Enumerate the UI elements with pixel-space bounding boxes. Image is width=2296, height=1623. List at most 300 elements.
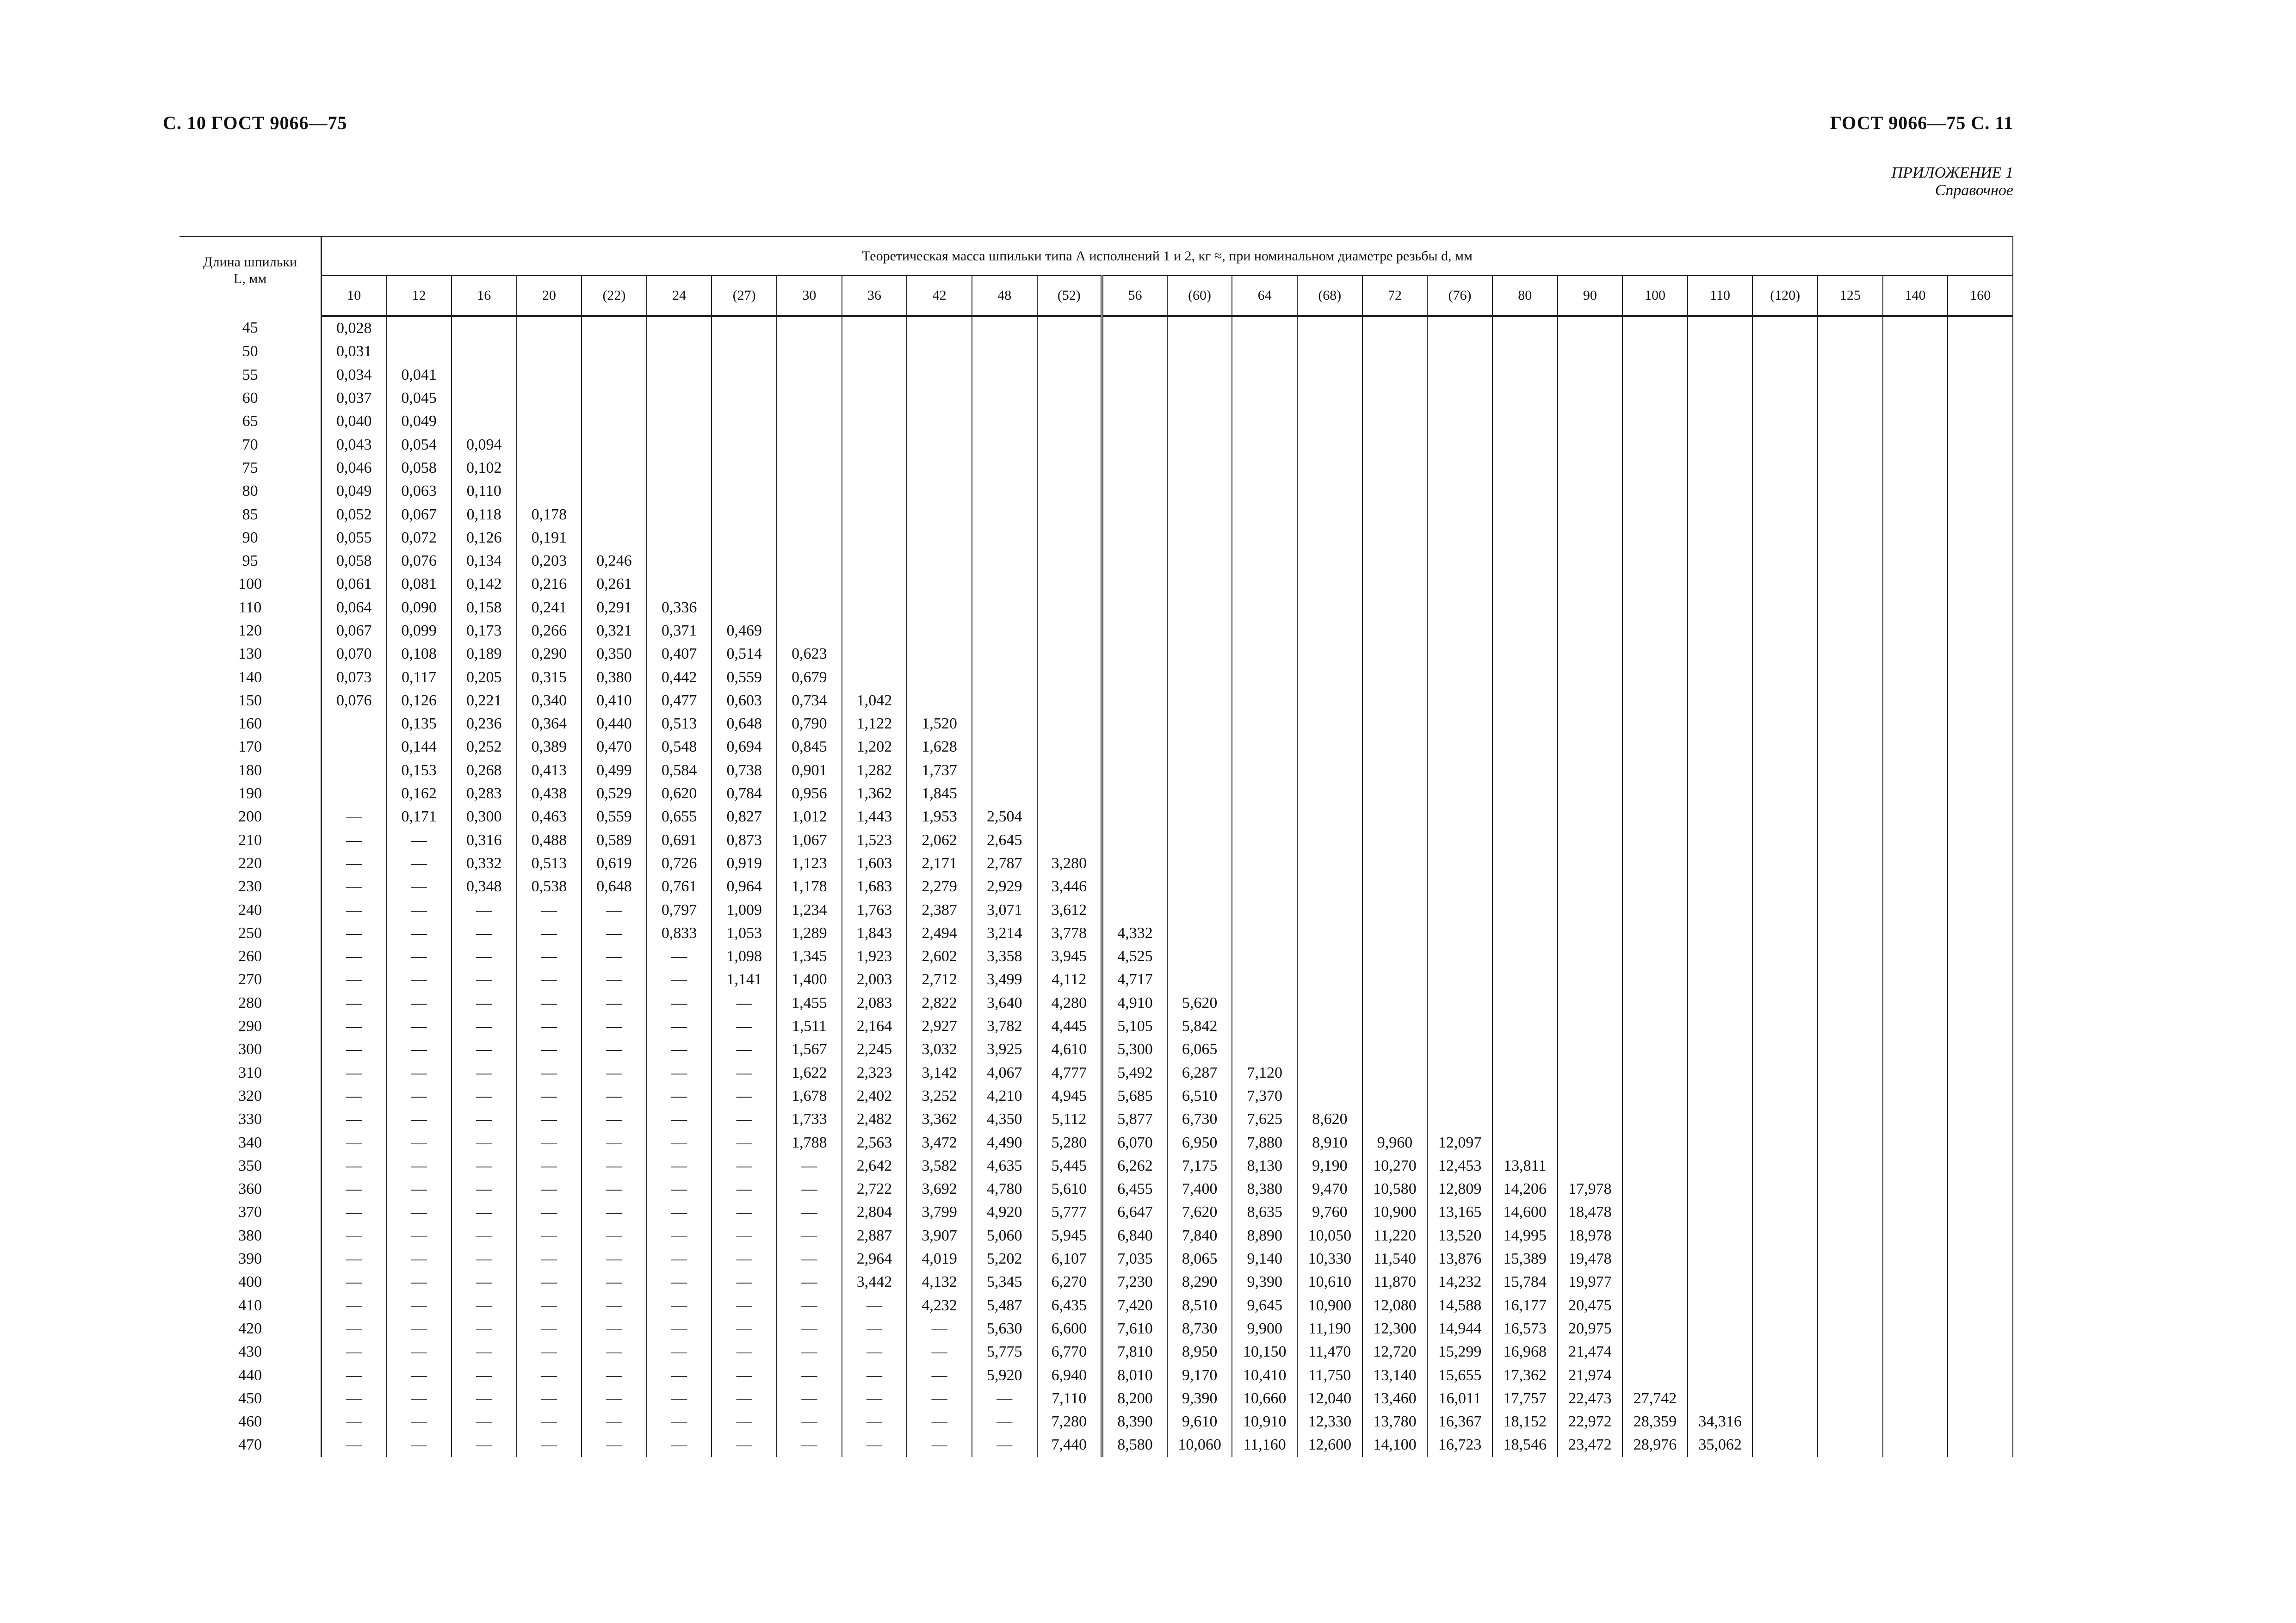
mass-cell — [907, 642, 972, 666]
mass-cell: 1,845 — [907, 782, 972, 805]
mass-cell — [712, 340, 777, 363]
mass-cell: — — [322, 1387, 387, 1410]
mass-cell — [1427, 433, 1492, 456]
mass-cell — [1297, 735, 1362, 759]
mass-cell: — — [517, 1038, 582, 1061]
mass-cell — [1948, 782, 2013, 805]
mass-cell — [777, 410, 842, 433]
mass-cell: — — [842, 1433, 907, 1456]
mass-cell — [907, 526, 972, 549]
mass-cell — [1883, 992, 1948, 1015]
mass-cell — [647, 457, 712, 480]
mass-cell — [1948, 1038, 2013, 1061]
length-cell: 60 — [179, 387, 322, 410]
mass-cell: — — [582, 1108, 647, 1131]
diameter-header: 72 — [1362, 276, 1428, 316]
mass-cell — [1883, 1340, 1948, 1364]
mass-cell — [1622, 549, 1688, 573]
length-cell: 350 — [179, 1154, 322, 1178]
mass-cell: — — [452, 1271, 517, 1294]
mass-cell — [1037, 480, 1102, 503]
mass-cell: 6,840 — [1102, 1224, 1167, 1247]
mass-cell: 1,953 — [907, 805, 972, 828]
length-cell: 140 — [179, 666, 322, 689]
mass-cell — [1297, 573, 1362, 596]
mass-cell — [1492, 735, 1558, 759]
mass-cell: — — [386, 1131, 452, 1154]
mass-cell — [1818, 433, 1883, 456]
mass-cell: 12,097 — [1427, 1131, 1492, 1154]
mass-cell — [1622, 898, 1688, 921]
mass-cell: 0,052 — [322, 503, 387, 526]
mass-cell — [1037, 526, 1102, 549]
annex-subtitle: Справочное — [1935, 182, 2013, 199]
mass-cell — [1297, 829, 1362, 852]
mass-cell: 1,067 — [777, 829, 842, 852]
mass-cell — [1752, 712, 1818, 735]
mass-cell — [1948, 1108, 2013, 1131]
mass-cell — [1492, 642, 1558, 666]
mass-cell: 0,784 — [712, 782, 777, 805]
mass-cell — [1948, 1387, 2013, 1410]
mass-cell — [842, 364, 907, 387]
mass-cell — [972, 457, 1037, 480]
mass-cell: 20,975 — [1558, 1317, 1623, 1340]
mass-cell: — — [386, 1410, 452, 1433]
mass-cell: 1,289 — [777, 922, 842, 945]
mass-cell — [1558, 1108, 1623, 1131]
mass-cell: 9,610 — [1167, 1410, 1232, 1433]
mass-cell: 2,887 — [842, 1224, 907, 1247]
mass-cell — [1427, 898, 1492, 921]
mass-cell — [1688, 410, 1753, 433]
mass-cell: — — [386, 1433, 452, 1456]
mass-cell: 0,142 — [452, 573, 517, 596]
mass-cell — [582, 433, 647, 456]
mass-cell: 16,011 — [1427, 1387, 1492, 1410]
mass-cell: 3,214 — [972, 922, 1037, 945]
mass-cell — [1883, 1433, 1948, 1456]
mass-cell — [1558, 875, 1623, 898]
mass-cell — [1622, 1178, 1688, 1201]
mass-cell — [842, 526, 907, 549]
mass-cell — [1883, 1178, 1948, 1201]
mass-cell — [1883, 1131, 1948, 1154]
mass-cell: 0,648 — [582, 875, 647, 898]
mass-cell: 2,171 — [907, 852, 972, 875]
mass-cell — [1427, 992, 1492, 1015]
mass-cell: 2,504 — [972, 805, 1037, 828]
mass-cell: 16,367 — [1427, 1410, 1492, 1433]
mass-cell: 6,287 — [1167, 1061, 1232, 1085]
mass-cell: — — [712, 1340, 777, 1364]
mass-cell — [1818, 1131, 1883, 1154]
mass-cell: — — [582, 1364, 647, 1387]
mass-cell — [1688, 433, 1753, 456]
mass-cell — [1622, 968, 1688, 991]
mass-cell — [647, 480, 712, 503]
length-cell: 160 — [179, 712, 322, 735]
mass-cell: 16,968 — [1492, 1340, 1558, 1364]
mass-cell — [1232, 410, 1297, 433]
mass-cell — [1688, 759, 1753, 782]
table-row — [179, 549, 2013, 573]
mass-cell: — — [322, 1247, 387, 1271]
mass-cell — [972, 316, 1037, 340]
mass-cell: 0,336 — [647, 596, 712, 619]
mass-cell — [1492, 805, 1558, 828]
mass-cell — [647, 503, 712, 526]
mass-cell — [1427, 526, 1492, 549]
mass-cell: 0,694 — [712, 735, 777, 759]
mass-cell: 0,797 — [647, 898, 712, 921]
mass-cell — [1492, 1108, 1558, 1131]
mass-cell: — — [322, 992, 387, 1015]
table-row — [179, 1178, 2013, 1201]
mass-cell — [1622, 829, 1688, 852]
mass-cell — [1752, 689, 1818, 712]
mass-cell — [1297, 619, 1362, 642]
mass-cell: 0,099 — [386, 619, 452, 642]
mass-cell — [1622, 992, 1688, 1015]
mass-cell: 14,206 — [1492, 1178, 1558, 1201]
mass-cell — [1037, 759, 1102, 782]
mass-cell: 3,252 — [907, 1085, 972, 1108]
mass-cell: — — [517, 1201, 582, 1224]
mass-cell: 35,062 — [1688, 1433, 1753, 1456]
mass-cell: 2,645 — [972, 829, 1037, 852]
mass-cell: 2,003 — [842, 968, 907, 991]
mass-cell — [1948, 457, 2013, 480]
mass-cell — [1688, 387, 1753, 410]
mass-cell — [1752, 1271, 1818, 1294]
mass-cell — [1297, 457, 1362, 480]
mass-cell: — — [647, 968, 712, 991]
mass-cell: — — [712, 1015, 777, 1038]
table-row — [179, 1317, 2013, 1340]
mass-cell: — — [907, 1340, 972, 1364]
mass-cell: 6,107 — [1037, 1247, 1102, 1271]
mass-cell — [1752, 503, 1818, 526]
mass-cell — [1102, 689, 1167, 712]
mass-cell — [1232, 316, 1297, 340]
mass-cell — [1558, 596, 1623, 619]
mass-cell — [1818, 1061, 1883, 1085]
mass-cell: 8,390 — [1102, 1410, 1167, 1433]
mass-cell — [1232, 1015, 1297, 1038]
mass-cell — [1492, 503, 1558, 526]
mass-cell — [1558, 619, 1623, 642]
mass-cell — [1688, 782, 1753, 805]
mass-cell: 6,435 — [1037, 1294, 1102, 1317]
mass-cell — [1037, 782, 1102, 805]
mass-cell: 12,330 — [1297, 1410, 1362, 1433]
mass-cell — [1492, 782, 1558, 805]
mass-cell — [1362, 573, 1428, 596]
mass-cell: — — [647, 1294, 712, 1317]
mass-cell: — — [582, 1294, 647, 1317]
mass-cell — [1297, 875, 1362, 898]
mass-cell: — — [452, 1410, 517, 1433]
mass-cell — [1558, 526, 1623, 549]
mass-cell: 4,777 — [1037, 1061, 1102, 1085]
mass-cell: — — [777, 1271, 842, 1294]
mass-cell: 0,067 — [386, 503, 452, 526]
mass-cell — [842, 410, 907, 433]
mass-cell — [1752, 945, 1818, 968]
mass-cell — [1558, 992, 1623, 1015]
mass-cell: 3,142 — [907, 1061, 972, 1085]
mass-cell — [1883, 316, 1948, 340]
diameter-header: (68) — [1297, 276, 1362, 316]
mass-cell: — — [452, 1085, 517, 1108]
mass-cell: — — [322, 922, 387, 945]
mass-cell: 0,559 — [582, 805, 647, 828]
mass-cell: — — [322, 1294, 387, 1317]
mass-cell: — — [386, 922, 452, 945]
table-row — [179, 573, 2013, 596]
mass-cell — [972, 433, 1037, 456]
mass-cell: 0,499 — [582, 759, 647, 782]
mass-cell — [1818, 316, 1883, 340]
mass-cell — [1883, 503, 1948, 526]
mass-cell: 0,315 — [517, 666, 582, 689]
mass-cell — [1427, 340, 1492, 363]
mass-cell: — — [322, 1108, 387, 1131]
length-cell: 100 — [179, 573, 322, 596]
mass-cell — [1883, 666, 1948, 689]
mass-cell — [1948, 1433, 2013, 1456]
mass-cell — [1622, 526, 1688, 549]
mass-cell: 0,205 — [452, 666, 517, 689]
mass-cell — [1883, 945, 1948, 968]
mass-cell: 19,977 — [1558, 1271, 1623, 1294]
mass-cell: 5,775 — [972, 1340, 1037, 1364]
mass-cell: — — [582, 1224, 647, 1247]
mass-cell: 0,442 — [647, 666, 712, 689]
mass-cell — [712, 526, 777, 549]
mass-cell: — — [647, 1247, 712, 1271]
length-cell: 410 — [179, 1294, 322, 1317]
mass-cell — [1102, 480, 1167, 503]
mass-cell: 7,810 — [1102, 1340, 1167, 1364]
mass-cell: — — [517, 1433, 582, 1456]
mass-cell — [1818, 759, 1883, 782]
mass-cell — [1102, 875, 1167, 898]
mass-cell — [1818, 666, 1883, 689]
mass-cell: 1,455 — [777, 992, 842, 1015]
table-row — [179, 1061, 2013, 1085]
table-caption: Теоретическая масса шпильки типа А исполнений 1 и 2, кг ≈, при номинальном диаметре резьбы d, мм — [322, 237, 2013, 276]
mass-cell — [842, 596, 907, 619]
mass-cell — [1297, 852, 1362, 875]
mass-cell: 1,628 — [907, 735, 972, 759]
mass-cell — [777, 549, 842, 573]
mass-cell — [1752, 1015, 1818, 1038]
mass-cell — [1558, 968, 1623, 991]
mass-cell: — — [386, 1294, 452, 1317]
length-cell: 55 — [179, 364, 322, 387]
mass-cell — [1818, 387, 1883, 410]
mass-cell — [1167, 549, 1232, 573]
mass-cell — [1558, 735, 1623, 759]
table-row — [179, 1247, 2013, 1271]
mass-cell: 0,058 — [322, 549, 387, 573]
mass-cell — [842, 619, 907, 642]
mass-cell: 3,925 — [972, 1038, 1037, 1061]
mass-cell — [972, 596, 1037, 619]
mass-cell: — — [452, 898, 517, 921]
mass-cell: — — [517, 1247, 582, 1271]
mass-cell: — — [322, 875, 387, 898]
mass-cell — [1622, 1015, 1688, 1038]
mass-cell — [1167, 573, 1232, 596]
mass-cell: 17,362 — [1492, 1364, 1558, 1387]
table-row — [179, 619, 2013, 642]
length-cell: 310 — [179, 1061, 322, 1085]
mass-cell: — — [322, 1271, 387, 1294]
mass-cell: — — [322, 968, 387, 991]
mass-cell: — — [582, 1178, 647, 1201]
length-cell: 400 — [179, 1271, 322, 1294]
mass-cell: 12,600 — [1297, 1433, 1362, 1456]
mass-cell — [1558, 759, 1623, 782]
mass-cell: 0,037 — [322, 387, 387, 410]
mass-cell: 4,210 — [972, 1085, 1037, 1108]
mass-cell: 0,189 — [452, 642, 517, 666]
mass-cell — [1427, 759, 1492, 782]
mass-cell: 2,482 — [842, 1108, 907, 1131]
mass-cell: — — [322, 898, 387, 921]
mass-cell — [1622, 573, 1688, 596]
mass-cell: — — [386, 945, 452, 968]
length-cell: 380 — [179, 1224, 322, 1247]
mass-cell — [1167, 480, 1232, 503]
mass-cell: 0,054 — [386, 433, 452, 456]
mass-cell — [1232, 1038, 1297, 1061]
mass-cell — [1297, 759, 1362, 782]
diameter-header: 125 — [1818, 276, 1883, 316]
mass-cell — [1883, 1410, 1948, 1433]
mass-cell — [1818, 1201, 1883, 1224]
mass-cell: 5,345 — [972, 1271, 1037, 1294]
mass-cell: 3,362 — [907, 1108, 972, 1131]
mass-cell — [1558, 1061, 1623, 1085]
mass-cell — [972, 619, 1037, 642]
mass-cell — [1492, 316, 1558, 340]
table-row — [179, 852, 2013, 875]
mass-cell — [1362, 735, 1428, 759]
mass-cell — [1362, 1015, 1428, 1038]
mass-cell: — — [582, 1201, 647, 1224]
page-header-left: С. 10 ГОСТ 9066—75 — [163, 112, 347, 133]
mass-cell — [582, 364, 647, 387]
mass-cell — [1362, 945, 1428, 968]
mass-cell: 1,178 — [777, 875, 842, 898]
mass-cell: — — [647, 1015, 712, 1038]
mass-cell — [1622, 852, 1688, 875]
mass-cell: — — [322, 1364, 387, 1387]
mass-cell — [1427, 782, 1492, 805]
mass-cell — [1037, 433, 1102, 456]
mass-cell: 4,280 — [1037, 992, 1102, 1015]
mass-cell — [1297, 1085, 1362, 1108]
table-row — [179, 968, 2013, 991]
mass-cell: — — [647, 1061, 712, 1085]
mass-cell: — — [777, 1340, 842, 1364]
mass-cell: 0,655 — [647, 805, 712, 828]
mass-cell: — — [452, 1340, 517, 1364]
mass-cell — [1492, 1085, 1558, 1108]
mass-cell: 14,588 — [1427, 1294, 1492, 1317]
mass-cell — [1688, 1131, 1753, 1154]
mass-cell — [1558, 922, 1623, 945]
mass-cell — [1558, 480, 1623, 503]
table-row — [179, 316, 2013, 340]
mass-cell — [1688, 735, 1753, 759]
mass-cell: — — [647, 1038, 712, 1061]
mass-cell: — — [452, 1038, 517, 1061]
mass-cell — [842, 573, 907, 596]
mass-cell: 11,870 — [1362, 1271, 1428, 1294]
mass-cell — [1622, 875, 1688, 898]
mass-cell — [1102, 666, 1167, 689]
mass-cell: — — [452, 1108, 517, 1131]
mass-cell — [1948, 480, 2013, 503]
mass-cell — [1297, 387, 1362, 410]
mass-cell: — — [517, 992, 582, 1015]
mass-cell — [712, 480, 777, 503]
mass-cell: 7,620 — [1167, 1201, 1232, 1224]
mass-cell — [1883, 526, 1948, 549]
mass-cell — [1818, 1410, 1883, 1433]
mass-cell: 0,790 — [777, 712, 842, 735]
mass-cell: 1,622 — [777, 1061, 842, 1085]
mass-cell — [1558, 666, 1623, 689]
mass-cell — [1362, 1085, 1428, 1108]
mass-cell: 13,520 — [1427, 1224, 1492, 1247]
mass-cell: — — [777, 1387, 842, 1410]
mass-cell: — — [907, 1364, 972, 1387]
mass-cell: 0,067 — [322, 619, 387, 642]
mass-cell: 1,042 — [842, 689, 907, 712]
mass-cell — [1427, 364, 1492, 387]
mass-cell — [1622, 759, 1688, 782]
mass-cell — [1752, 340, 1818, 363]
mass-cell — [1688, 340, 1753, 363]
mass-cell — [842, 387, 907, 410]
mass-cell: — — [452, 1015, 517, 1038]
mass-cell — [1948, 340, 2013, 363]
mass-cell — [1818, 968, 1883, 991]
mass-cell — [1622, 619, 1688, 642]
mass-cell: — — [712, 1433, 777, 1456]
mass-cell — [1948, 666, 2013, 689]
mass-cell — [1102, 364, 1167, 387]
mass-cell: 8,580 — [1102, 1433, 1167, 1456]
mass-cell — [842, 503, 907, 526]
mass-cell — [1752, 433, 1818, 456]
mass-cell — [1752, 1340, 1818, 1364]
mass-cell — [1167, 340, 1232, 363]
mass-cell — [1427, 1085, 1492, 1108]
mass-cell — [1883, 596, 1948, 619]
mass-cell — [1362, 387, 1428, 410]
mass-cell: — — [647, 1131, 712, 1154]
mass-cell: 2,563 — [842, 1131, 907, 1154]
mass-cell — [1688, 875, 1753, 898]
mass-cell: — — [322, 829, 387, 852]
